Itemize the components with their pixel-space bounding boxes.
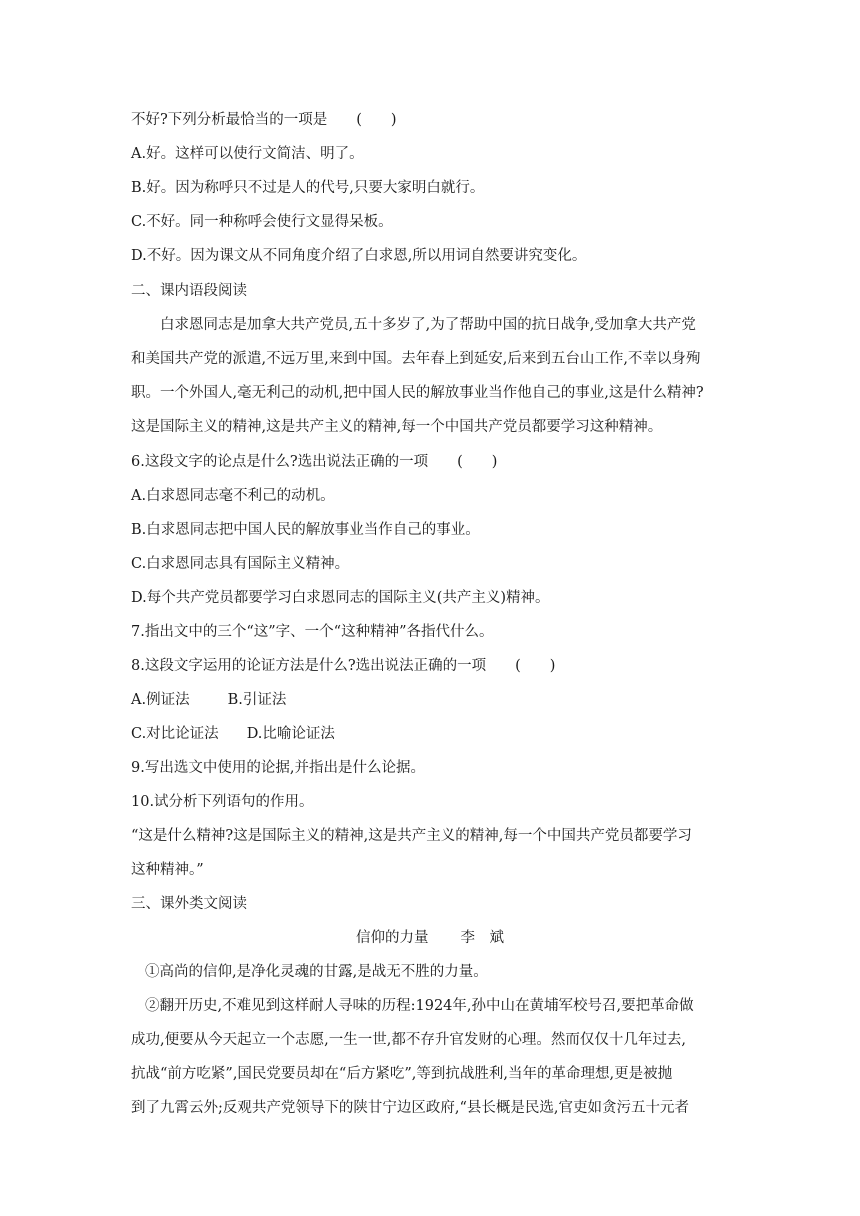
passage-line: 和美国共产党的派遣,不远万里,来到中国。去年春上到延安,后来到五台山工作,不幸以身殉 bbox=[131, 351, 701, 367]
passage-line: 职。一个外国人,毫无利己的动机,把中国人民的解放事业当作他自己的事业,这是什么精神? bbox=[131, 385, 704, 401]
option-d: D.比喻论证法 bbox=[246, 726, 335, 742]
options-row-ab bbox=[131, 690, 731, 710]
passage-line: 这是国际主义的精神,这是共产主义的精神,每一个中国共产党员都要学习这种精神。 bbox=[131, 419, 663, 435]
option-a: A.好。这样可以使行文简洁、明了。 bbox=[131, 146, 364, 162]
passage-line: 白求恩同志是加拿大共产党员,五十多岁了,为了帮助中国的抗日战争,受加拿大共产党 bbox=[160, 317, 696, 333]
question-8: 8.这段文字运用的论证方法是什么?选出说法正确的一项 ( ) bbox=[131, 658, 556, 674]
article-title: 信仰的力量 bbox=[356, 930, 429, 946]
question-9: 9.写出选文中使用的论据,并指出是什么论据。 bbox=[131, 760, 425, 776]
option-b: B.好。因为称呼只不过是人的代号,只要大家明白就行。 bbox=[131, 180, 485, 196]
section-heading-3: 三、课外类文阅读 bbox=[131, 896, 247, 912]
question-10: 10.试分析下列语句的作用。 bbox=[131, 794, 314, 810]
option-c: C.对比论证法 bbox=[131, 726, 219, 742]
article-author: 李 斌 bbox=[460, 930, 504, 946]
article-line: 成功,便要从今天起立一个志愿,一生一世,都不存升官发财的心理。然而仅仅十几年过去, bbox=[131, 1032, 686, 1048]
option-b: B.白求恩同志把中国人民的解放事业当作自己的事业。 bbox=[131, 522, 480, 538]
option-a: A.白求恩同志毫不利己的动机。 bbox=[131, 488, 335, 504]
section-heading-2: 二、课内语段阅读 bbox=[131, 283, 247, 299]
option-d: D.每个共产党员都要学习白求恩同志的国际主义(共产主义)精神。 bbox=[131, 590, 550, 606]
article-line: 到了九霄云外;反观共产党领导下的陕甘宁边区政府,“县长概是民选,官吏如贪污五十元者 bbox=[131, 1100, 690, 1116]
question-7: 7.指出文中的三个“这”字、一个“这种精神”各指代什么。 bbox=[131, 624, 494, 640]
option-c: C.不好。同一种称呼会使行文显得呆板。 bbox=[131, 214, 393, 230]
options-row-cd bbox=[131, 724, 731, 744]
article-title-line bbox=[0, 928, 860, 948]
option-c: C.白求恩同志具有国际主义精神。 bbox=[131, 556, 350, 572]
option-d: D.不好。因为课文从不同角度介绍了白求恩,所以用词自然要讲究变化。 bbox=[131, 248, 587, 264]
article-paragraph-2: ②翻开历史,不难见到这样耐人寻味的历程:1924年,孙中山在黄埔军校号召,要把革命做 bbox=[145, 998, 694, 1014]
quoted-sentence: “这是什么精神?这是国际主义的精神,这是共产主义的精神,每一个中国共产党员都要学习 bbox=[131, 828, 692, 844]
article-line: 抗战“前方吃紧”,国民党要员却在“后方紧吃”,等到抗战胜利,当年的革命理想,更是被抛 bbox=[131, 1066, 673, 1082]
question-5-continuation: 不好?下列分析最恰当的一项是 ( ) bbox=[131, 112, 397, 128]
quoted-sentence: 这种精神。” bbox=[131, 862, 204, 878]
article-paragraph-1: ①高尚的信仰,是净化灵魂的甘露,是战无不胜的力量。 bbox=[145, 964, 488, 980]
option-b: B.引证法 bbox=[227, 692, 287, 708]
option-a: A.例证法 bbox=[131, 692, 190, 708]
question-6: 6.这段文字的论点是什么?选出说法正确的一项 ( ) bbox=[131, 454, 498, 470]
